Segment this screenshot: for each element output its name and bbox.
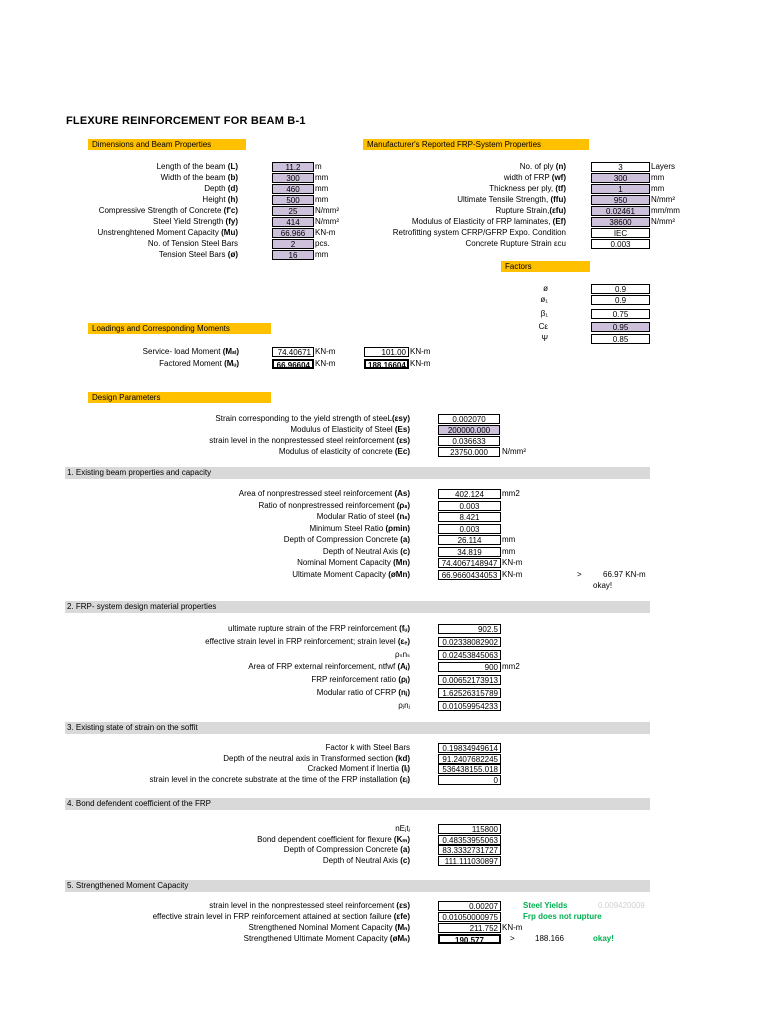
dimension-unit: mm	[315, 173, 329, 182]
loading-label	[159, 359, 239, 369]
row-label-text: Width of the beam	[160, 173, 228, 182]
row-symbol: (L)	[227, 162, 238, 171]
row-symbol: (εfu)	[549, 206, 566, 215]
s5-okay: okay!	[593, 934, 614, 943]
s1-value: 66.9660434053	[438, 570, 501, 580]
row-label-text: No. of Tension Steel Bars	[147, 239, 238, 248]
row-label-text: Thickness per ply,	[489, 184, 556, 193]
frp-value: 0.02461	[591, 206, 650, 216]
s1-unit: KN-m	[502, 569, 523, 579]
s1-unit: mm	[502, 535, 516, 544]
row-symbol: (nₛ)	[396, 512, 410, 521]
frp-label	[412, 217, 566, 227]
row-symbol: (a)	[400, 535, 410, 544]
row-symbol: (a)	[400, 845, 410, 855]
s1-unit: mm	[502, 546, 516, 556]
dimension-unit: mm	[315, 184, 329, 193]
s5-header: 5. Strengthened Moment Capacity	[65, 880, 650, 892]
s5-compare-op: >	[510, 934, 515, 943]
design-value: 23750.000	[438, 447, 500, 457]
frp-value: 1	[591, 184, 650, 194]
row-symbol: (øMn)	[388, 569, 410, 579]
s1-unit: mm2	[502, 489, 520, 498]
row-symbol: (εfe)	[393, 912, 410, 921]
design-label	[209, 436, 410, 446]
row-label-text: Modular Ratio of steel	[316, 512, 397, 521]
s1-label	[297, 558, 410, 568]
row-label-text: No. of ply	[519, 162, 556, 171]
frp-unit: N/mm²	[651, 195, 675, 204]
row-label-text: ρⱼnⱼ	[398, 700, 410, 710]
dimension-unit: mm	[315, 195, 329, 204]
row-label-text: ultimate rupture strain of the FRP reinforcement	[228, 624, 400, 633]
dimension-unit: N/mm²	[315, 206, 339, 215]
s1-header: 1. Existing beam properties and capacity	[65, 467, 650, 479]
dimension-value: 414	[272, 217, 314, 227]
s3-value: 91.2407682245	[438, 754, 501, 764]
row-label-text: strain level in the nonprestessed steel reinforcement	[209, 436, 397, 445]
frp-label	[393, 228, 566, 238]
s1-label	[317, 512, 410, 522]
row-label-text: effective strain level in FRP reinforcement; strain level	[205, 636, 398, 646]
s1-label	[239, 489, 410, 499]
dimension-value: 2	[272, 239, 314, 249]
frp-rupture-status: Frp does not rupture	[523, 912, 602, 921]
design-value: 0.002070	[438, 414, 500, 424]
row-symbol: (tf)	[555, 184, 566, 193]
s5-value: 190.577	[438, 934, 501, 944]
s1-value: 74.4067148947	[438, 558, 501, 568]
factors-header: Factors	[501, 261, 590, 272]
s4-value: 115800	[438, 824, 501, 834]
row-symbol: (Mn)	[393, 558, 410, 567]
row-symbol: (Kₘ)	[393, 834, 410, 844]
s2-label	[317, 688, 410, 698]
frp-unit: mm	[651, 184, 665, 193]
row-label-text: Modulus of Elasticity of Steel	[290, 425, 395, 434]
row-symbol: (εs)	[396, 901, 410, 910]
s3-label	[150, 775, 410, 785]
row-symbol: (d)	[227, 184, 238, 193]
s2-label	[311, 675, 410, 685]
s1-label	[309, 524, 410, 534]
s2-label	[248, 662, 410, 672]
dimension-unit: m	[315, 162, 322, 171]
row-label-text: Strain corresponding to the yield strength of steeL	[215, 414, 392, 423]
factor-label: Ψ	[541, 334, 548, 343]
s4-label	[395, 824, 410, 834]
s2-value: 0.00652173913	[438, 675, 501, 685]
row-label-text: strain level in the nonprestessed steel reinforcement	[209, 901, 397, 910]
row-label-text: Strengthened Nominal Moment Capacity	[248, 923, 395, 932]
factor-value: 0.95	[591, 322, 650, 332]
frp-header: Manufacturer's Reported FRP-System Properties	[363, 139, 589, 150]
s1-value: 8.421	[438, 512, 501, 522]
row-symbol: (εs)	[396, 436, 410, 445]
s1-value: 26.114	[438, 535, 501, 545]
row-label-text: Cracked Moment if Inertia	[307, 764, 402, 773]
row-symbol: (Ec)	[394, 447, 410, 456]
s4-value: 83.3332731727	[438, 845, 501, 855]
loading-value: 74.40671	[272, 347, 314, 357]
s2-label	[205, 637, 410, 647]
s5-unit: KN-m	[502, 923, 523, 932]
frp-unit: mm/mm	[651, 206, 680, 215]
dimension-value: 16	[272, 250, 314, 260]
design-label	[215, 414, 410, 424]
s5-value: 0.01050000975	[438, 912, 501, 922]
s4-header: 4. Bond defendent coefficient of the FRP	[65, 798, 650, 810]
loading-unit-2: KN-m	[410, 347, 431, 356]
row-label-text: strain level in the concrete substrate at the time of the FRP installation	[149, 774, 400, 784]
design-value: 0.036633	[438, 436, 500, 446]
row-label-text: Ultimate Tensile Strength,	[457, 195, 551, 204]
s5-label	[209, 901, 410, 911]
s2-header: 2. FRP- system design material properties	[65, 601, 650, 613]
s3-value: 0.19834949614	[438, 743, 501, 753]
s4-label	[323, 856, 410, 866]
row-symbol: (ø)	[227, 250, 238, 259]
row-symbol: (fy)	[225, 217, 238, 226]
s1-label	[292, 570, 410, 580]
dimension-unit: pcs.	[315, 239, 330, 248]
s5-label	[244, 934, 410, 944]
s3-value: 0	[438, 775, 501, 785]
row-label-text: Modulus of Elasticity of FRP laminates,	[411, 217, 553, 226]
frp-label	[465, 239, 566, 249]
row-symbol: (Mᵤ)	[224, 359, 239, 368]
dimension-value: 300	[272, 173, 314, 183]
frp-label	[457, 195, 566, 205]
s2-unit: mm2	[502, 662, 520, 672]
s2-label	[398, 701, 410, 711]
row-label-text: Modulus of elasticity of concrete	[278, 447, 395, 456]
row-label-text: Modular ratio of CFRP	[316, 688, 399, 697]
s1-compare-op: >	[577, 570, 582, 579]
frp-value: 300	[591, 173, 650, 183]
row-label-text: Length of the beam	[156, 162, 228, 171]
frp-value: 950	[591, 195, 650, 205]
s2-value: 900	[438, 662, 501, 672]
row-symbol: (Mu)	[221, 228, 238, 237]
row-label-text: Height	[202, 195, 228, 204]
factor-label: ø	[543, 284, 548, 293]
row-symbol: (n)	[555, 162, 566, 171]
frp-value: 38600	[591, 217, 650, 227]
row-symbol: (εᵢ)	[399, 774, 410, 784]
s1-value: 34.819	[438, 547, 501, 557]
dimension-value: 500	[272, 195, 314, 205]
loadings-header: Loadings and Corresponding Moments	[88, 323, 271, 334]
design-unit: N/mm²	[502, 447, 526, 456]
row-label-text: Unstrenghtened Moment Capacity	[97, 228, 222, 237]
loading-unit: KN-m	[315, 359, 336, 368]
row-symbol: (c)	[400, 856, 410, 866]
row-symbol: (εsy)	[391, 414, 410, 423]
row-symbol: (f'c)	[223, 206, 238, 215]
row-symbol: (Ef)	[552, 217, 566, 226]
design-label	[279, 447, 410, 457]
factor-value: 0.85	[591, 334, 650, 344]
frp-unit: N/mm²	[651, 217, 675, 226]
s2-label	[228, 624, 410, 634]
row-symbol: (fᵤ)	[399, 624, 410, 633]
row-label-text: Ultimate Moment Capacity	[292, 569, 389, 579]
row-label-text: Minimum Steel Ratio	[309, 523, 386, 533]
s3-label	[326, 743, 410, 753]
dimension-label	[97, 228, 238, 238]
dimension-label	[99, 206, 238, 216]
dimensions-header: Dimensions and Beam Properties	[88, 139, 246, 150]
row-label-text: Bond dependent coefficient for flexure	[257, 834, 394, 844]
row-label-text: Tension Steel Bars	[158, 250, 228, 259]
row-symbol: (Iᵢ)	[401, 764, 410, 773]
frp-unit: Layers	[651, 162, 676, 171]
row-label-text: Compressive Strength of Concrete	[98, 206, 224, 215]
row-symbol: (b)	[227, 173, 238, 182]
dimension-value: 460	[272, 184, 314, 194]
s5-value: 0.00207	[438, 901, 501, 911]
row-label-text: Nominal Moment Capacity	[297, 558, 394, 567]
design-label	[290, 425, 410, 435]
row-symbol: (ρⱼ)	[398, 675, 410, 685]
s5-label	[153, 912, 410, 922]
s4-value: 0.48353955063	[438, 835, 501, 845]
dimension-unit: N/mm²	[315, 217, 339, 226]
factor-label: β₁	[540, 309, 548, 318]
design-header: Design Parameters	[88, 392, 271, 403]
dimension-value: 11.2	[272, 162, 314, 172]
dimension-label	[159, 250, 238, 260]
row-label-text: ρₛnₛ	[395, 649, 410, 659]
s1-value: 0.003	[438, 524, 501, 534]
s1-compare-value: 66.97 KN-m	[603, 570, 646, 579]
row-label-text: Service- load Moment	[142, 347, 223, 356]
dimension-label	[202, 195, 238, 205]
dimension-label	[204, 184, 238, 194]
s4-label	[257, 835, 410, 845]
row-symbol: (Es)	[394, 425, 410, 434]
row-label-text: Rupture Strain,	[495, 206, 550, 215]
dimension-unit: mm	[315, 250, 329, 259]
row-symbol: (Mₛₗ)	[222, 347, 239, 356]
row-label-text: Area of nonprestressed steel reinforcement	[238, 489, 395, 498]
steel-yields-status: Steel Yields	[523, 901, 568, 910]
s2-label	[395, 650, 410, 660]
row-label-text: Depth	[204, 184, 228, 193]
row-symbol: (Mₙ)	[394, 923, 410, 932]
row-symbol: (øMₙ)	[389, 934, 410, 943]
s2-value: 1.62526315789	[438, 688, 501, 698]
loading-value-2: 188.16604	[364, 359, 409, 369]
s1-value: 0.003	[438, 501, 501, 511]
row-label-text: Retrofitting system CFRP/GFRP Expo. Condition	[392, 228, 566, 237]
page-title: FLEXURE REINFORCEMENT FOR BEAM B-1	[66, 115, 306, 127]
s2-value: 0.01059954233	[438, 701, 501, 711]
factor-label: ø₁	[540, 295, 548, 304]
row-symbol: (h)	[227, 195, 238, 204]
row-symbol: (ffu)	[550, 195, 566, 204]
row-label-text: Depth of Neutral Axis	[322, 856, 401, 866]
row-label-text: Area of FRP external reinforcement, ntfwf	[248, 662, 398, 672]
loading-value: 66.96604	[272, 359, 314, 369]
loading-unit-2: KN-m	[410, 359, 431, 368]
frp-label	[489, 184, 566, 194]
s5-label	[249, 923, 410, 933]
s1-label	[323, 547, 410, 557]
row-label-text: Factor k with Steel Bars	[325, 743, 410, 752]
frp-value: 0.003	[591, 239, 650, 249]
s3-label	[223, 754, 410, 764]
row-symbol: (nⱼ)	[398, 688, 410, 697]
s4-label	[284, 845, 410, 855]
row-label-text: Factored Moment	[159, 359, 225, 368]
loading-label	[143, 347, 239, 357]
frp-label	[496, 206, 567, 216]
s4-value: 111.111030897	[438, 856, 501, 866]
row-label-text: Ratio of nonprestressed reinforcement	[258, 500, 397, 510]
factor-value: 0.9	[591, 284, 650, 294]
row-label-text: Strengthened Ultimate Moment Capacity	[243, 934, 390, 943]
s5-compare-value: 188.166	[535, 934, 564, 943]
loading-value-2: 101.00	[364, 347, 409, 357]
row-label-text: Concrete Rupture Strain εcu	[465, 239, 566, 248]
factor-value: 0.9	[591, 295, 650, 305]
s2-value: 902.5	[438, 624, 501, 634]
s1-okay: okay!	[593, 581, 613, 590]
row-symbol: (c)	[400, 546, 410, 556]
row-label-text: FRP reinforcement ratio	[311, 675, 399, 685]
row-symbol: (As)	[394, 489, 410, 498]
row-label-text: width of FRP	[503, 173, 552, 182]
dimension-label	[157, 162, 238, 172]
steel-strain-faint: 0.009420009	[598, 901, 645, 910]
row-symbol: (εₑ)	[397, 636, 410, 646]
row-symbol: (kd)	[395, 753, 410, 763]
row-label-text: Depth of Compression Concrete	[283, 535, 401, 544]
row-label-text: Depth of Compression Concrete	[283, 845, 401, 855]
frp-value: IEC	[591, 228, 650, 238]
row-label-text: nEⱼtⱼ	[395, 824, 410, 833]
frp-unit: mm	[651, 173, 665, 182]
frp-value: 3	[591, 162, 650, 172]
dimension-label	[161, 173, 238, 183]
s3-value: 536438155.018	[438, 764, 501, 774]
frp-label	[504, 173, 566, 183]
loading-unit: KN-m	[315, 347, 336, 356]
s1-label	[258, 501, 410, 511]
s5-value: 211.752	[438, 923, 501, 933]
dimension-value: 66.966	[272, 228, 314, 238]
row-label-text: effective strain level in FRP reinforcement attained at section failure	[152, 912, 394, 921]
row-symbol: (wf)	[551, 173, 566, 182]
factor-label: Cε	[538, 322, 548, 331]
row-symbol: (ρₛ)	[396, 500, 410, 510]
s1-value: 402.124	[438, 489, 501, 499]
s2-value: 0.02453845063	[438, 650, 501, 660]
s2-value: 0.02338082902	[438, 637, 501, 647]
s3-header: 3. Existing state of strain on the soffit	[65, 722, 650, 734]
factor-value: 0.75	[591, 309, 650, 319]
frp-label	[520, 162, 566, 172]
dimension-value: 25	[272, 206, 314, 216]
row-label-text: Steel Yield Strength	[153, 217, 226, 226]
design-value: 200000.000	[438, 425, 500, 435]
s1-unit: KN-m	[502, 558, 523, 567]
row-label-text: Depth of the neutral axis in Transformed section	[223, 753, 396, 763]
row-symbol: (Aⱼ)	[397, 662, 410, 672]
row-label-text: Depth of Neutral Axis	[322, 546, 401, 556]
dimension-label	[153, 217, 238, 227]
s1-label	[284, 535, 410, 545]
dimension-label	[148, 239, 238, 249]
s3-label	[308, 764, 411, 774]
dimension-unit: KN-m	[315, 228, 336, 237]
row-symbol: (ρmin)	[385, 523, 410, 533]
